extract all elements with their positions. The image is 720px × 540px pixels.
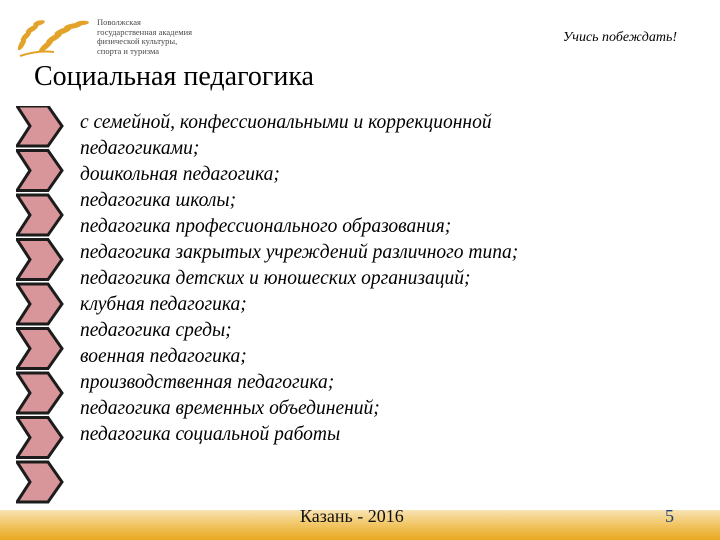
motto: Учись побеждать! bbox=[562, 30, 677, 45]
list-item: педагогика среды; bbox=[80, 320, 232, 341]
chevron-arrow-icon bbox=[17, 240, 62, 280]
footer-city-year: Казань - 2016 bbox=[300, 506, 404, 526]
list-item: военная педагогика; bbox=[80, 346, 247, 367]
list-item: педагогика профессионального образования; bbox=[80, 216, 452, 237]
chevron-arrow-icon bbox=[17, 106, 62, 146]
list-item: педагогика закрытых учреждений различного типа; bbox=[80, 242, 519, 263]
chevron-arrow-icon bbox=[17, 418, 62, 458]
academy-logo bbox=[8, 14, 90, 60]
list-item: с семейной, конфессиональными и коррекционной bbox=[80, 112, 492, 133]
list-item: педагогика детских и юношеских организаций; bbox=[80, 268, 471, 289]
chevron-arrow-icon bbox=[17, 462, 62, 502]
chevron-arrows bbox=[16, 106, 66, 506]
list-item: педагогика школы; bbox=[80, 190, 237, 211]
topic-list bbox=[80, 110, 700, 448]
list-item: дошкольная педагогика; bbox=[80, 164, 280, 185]
org-line-1: Поволжская bbox=[97, 17, 141, 27]
list-item: производственная педагогика; bbox=[80, 372, 335, 393]
org-line-2: государственная академия bbox=[97, 26, 193, 37]
chevron-arrow-icon bbox=[17, 195, 62, 235]
org-line-4: спорта и туризма bbox=[97, 45, 160, 56]
list-item: клубная педагогика; bbox=[80, 294, 247, 315]
page-number: 5 bbox=[665, 506, 674, 526]
slide-title: Социальная педагогика bbox=[34, 61, 314, 92]
chevron-arrow-icon bbox=[17, 329, 62, 369]
list-item: педагогика временных объединений; bbox=[80, 398, 380, 419]
chevron-arrow-icon bbox=[17, 373, 62, 413]
chevron-arrow-icon bbox=[17, 151, 62, 191]
organization-name bbox=[97, 18, 237, 56]
org-line-3: физической культуры, bbox=[97, 36, 178, 46]
chevron-arrow-icon bbox=[17, 284, 62, 324]
list-item: педагогика социальной работы bbox=[80, 424, 341, 445]
list-item: педагогиками; bbox=[80, 138, 200, 159]
